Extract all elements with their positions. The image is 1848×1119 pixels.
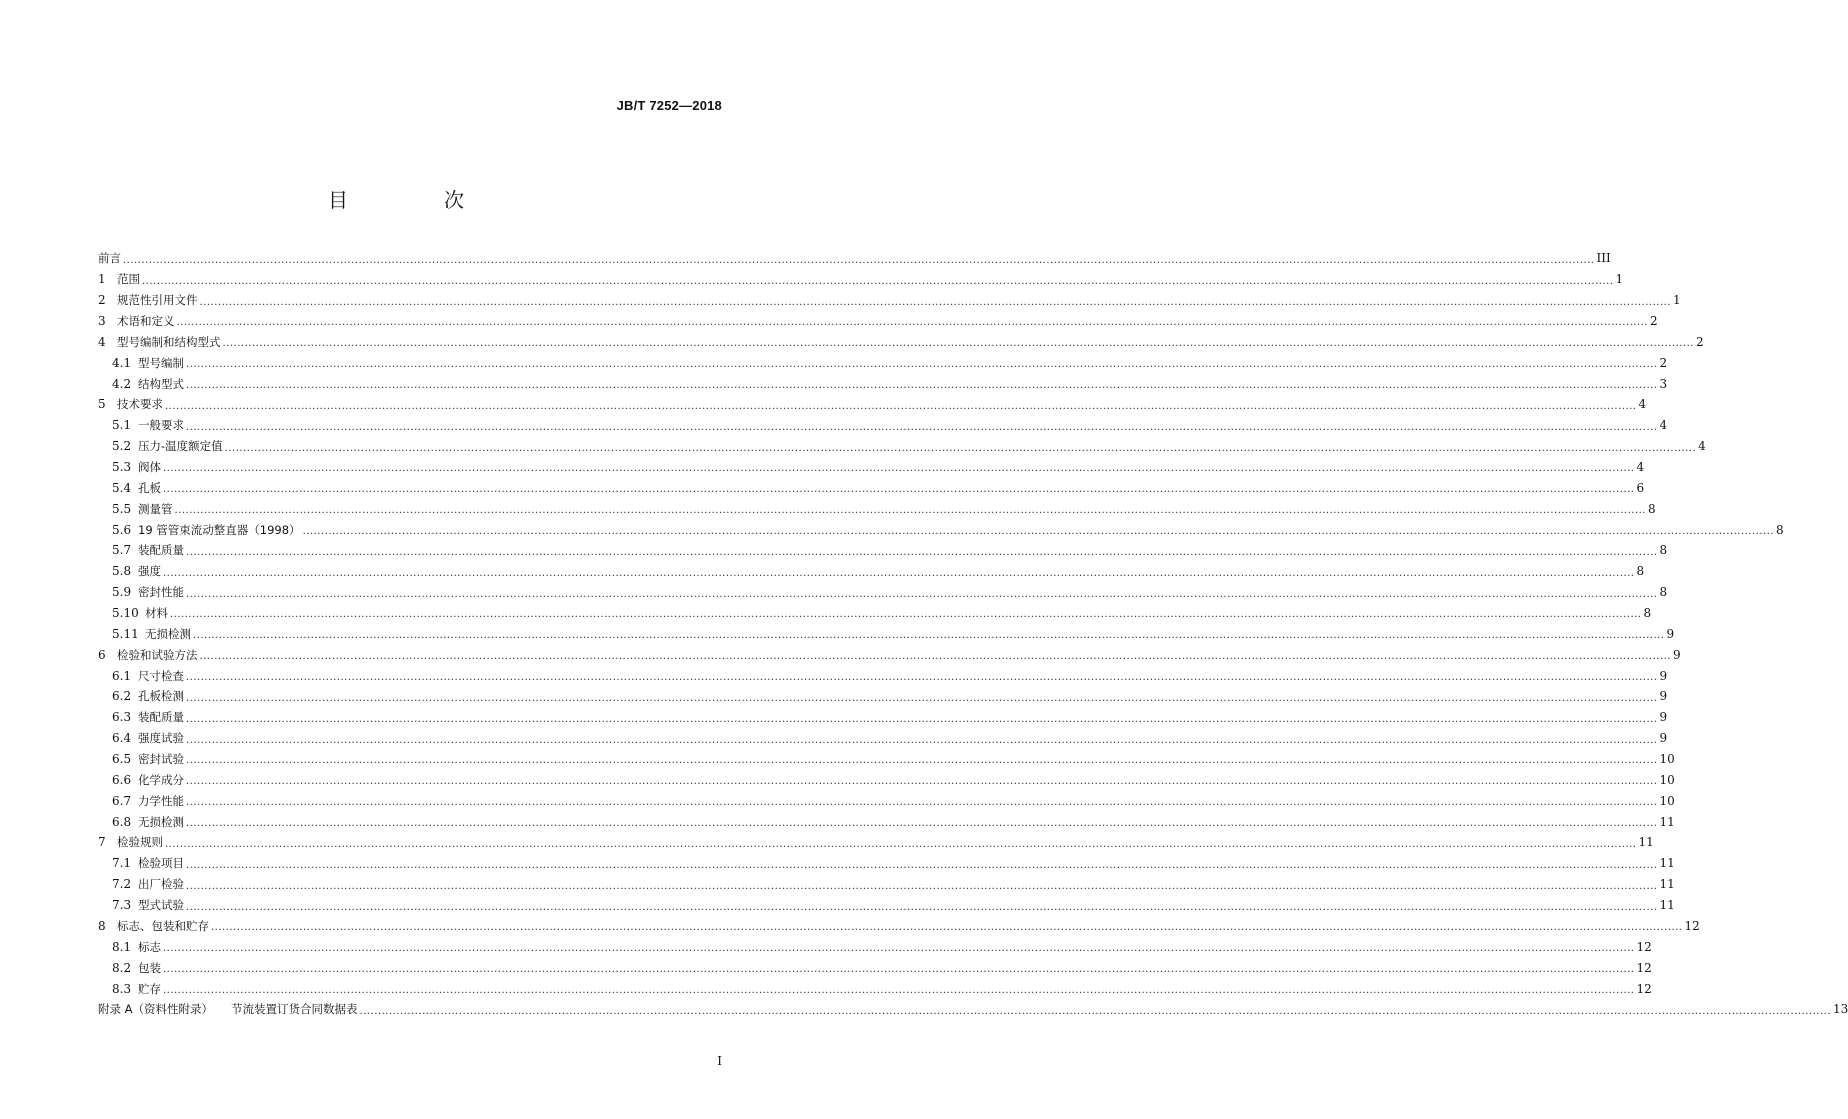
toc-leader-dots: ................................................................................................................................................................................................................................................................................................................................................................................................................ (163, 964, 1635, 976)
toc-entry-number: 6.5 (112, 752, 132, 767)
toc-entry[interactable] (98, 582, 1668, 603)
toc-entry-page: 10 (1659, 752, 1675, 767)
toc-entry-page: 3 (1659, 376, 1668, 391)
toc-entry[interactable] (98, 895, 1675, 916)
toc-entry-number: 5.7 (112, 543, 132, 558)
toc-entry-number: 5 (98, 397, 106, 412)
toc-entry-page: 1 (1672, 293, 1681, 308)
toc-entry-label: 密封性能 (138, 585, 184, 600)
toc-entry-page: 4 (1698, 439, 1706, 454)
toc-leader-dots: ................................................................................................................................................................................................................................................................................................................................................................................................................ (359, 1005, 1832, 1017)
toc-entry-page: 11 (1638, 835, 1654, 850)
toc-leader-dots: ................................................................................................................................................................................................................................................................................................................................................................................................................ (142, 275, 1614, 287)
toc-entry-label: 一般要求 (138, 418, 184, 433)
toc-entry[interactable] (98, 373, 1668, 394)
toc-leader-dots: ................................................................................................................................................................................................................................................................................................................................................................................................................ (186, 734, 1658, 746)
toc-entry-number: 5.6 (112, 522, 132, 537)
toc-leader-dots: ................................................................................................................................................................................................................................................................................................................................................................................................................ (224, 442, 1697, 454)
toc-entry-number: 6.4 (112, 731, 132, 746)
toc-entry-label: 密封试验 (138, 752, 184, 767)
toc-entry[interactable] (98, 686, 1668, 707)
toc-leader-dots: ................................................................................................................................................................................................................................................................................................................................................................................................................ (186, 818, 1658, 830)
toc-entry[interactable] (98, 269, 1624, 290)
toc-entry-number: 5.5 (112, 501, 132, 516)
toc-leader-dots: ................................................................................................................................................................................................................................................................................................................................................................................................................ (174, 505, 1646, 517)
standard-number: JB/T 7252—2018 (616, 98, 722, 113)
toc-entry[interactable] (98, 477, 1645, 498)
toc-leader-dots: ................................................................................................................................................................................................................................................................................................................................................................................................................ (165, 838, 1637, 850)
toc-entry-page: 4 (1638, 397, 1647, 412)
toc-entry-page: 4 (1636, 460, 1645, 475)
toc-leader-dots: ................................................................................................................................................................................................................................................................................................................................................................................................................ (123, 254, 1595, 266)
toc-entry-label: 阀体 (138, 460, 161, 475)
toc-leader-dots: ................................................................................................................................................................................................................................................................................................................................................................................................................ (186, 797, 1658, 809)
toc-entry-page: 11 (1659, 898, 1675, 913)
toc-entry-page: 9 (1659, 710, 1668, 725)
toc-entry-number: 6.3 (112, 710, 132, 725)
toc-leader-dots: ................................................................................................................................................................................................................................................................................................................................................................................................................ (176, 317, 1648, 329)
toc-entry-page: 9 (1666, 626, 1675, 641)
toc-entry-number: 7.2 (112, 877, 132, 892)
toc-entry-number: 8.3 (112, 981, 132, 996)
toc-entry-number: 4.1 (112, 355, 132, 370)
toc-entry-number: 8.1 (112, 939, 132, 954)
toc-entry-label: 无损检测 (138, 814, 184, 829)
toc-entry[interactable] (98, 248, 1611, 269)
toc-entry[interactable] (98, 874, 1675, 895)
toc-leader-dots: ................................................................................................................................................................................................................................................................................................................................................................................................................ (186, 359, 1658, 371)
toc-entry-number: 4.2 (112, 376, 132, 391)
toc-leader-dots: ................................................................................................................................................................................................................................................................................................................................................................................................................ (170, 609, 1642, 621)
toc-entry-page: III (1596, 251, 1611, 266)
toc-entry-page: 11 (1659, 856, 1675, 871)
toc-leader-dots: ................................................................................................................................................................................................................................................................................................................................................................................................................ (199, 651, 1671, 663)
toc-entry-number: 7.3 (112, 898, 132, 913)
toc-entry[interactable] (98, 457, 1645, 478)
toc-entry-page: 9 (1672, 647, 1681, 662)
toc-entry-label: 检验规则 (117, 835, 163, 850)
toc-entry-label: 测量管 (138, 501, 173, 516)
toc-entry-page: 8 (1776, 522, 1784, 537)
toc-entry-label: 型号编制 (138, 355, 184, 370)
toc-entry[interactable] (98, 936, 1652, 957)
toc-leader-dots: ................................................................................................................................................................................................................................................................................................................................................................................................................ (186, 713, 1658, 725)
toc-leader-dots: ................................................................................................................................................................................................................................................................................................................................................................................................................ (199, 296, 1671, 308)
toc-leader-dots: ................................................................................................................................................................................................................................................................................................................................................................................................................ (163, 484, 1635, 496)
toc-entry-page: 10 (1659, 772, 1675, 787)
toc-entry-number: 3 (98, 314, 106, 328)
toc-entry-number: 1 (98, 272, 106, 287)
toc-entry-label: 规范性引用文件 (117, 293, 198, 308)
toc-entry-number: 8.2 (112, 960, 132, 975)
appendix-title: 节流装置订货合同数据表 (231, 1002, 358, 1017)
toc-entry-page: 11 (1659, 877, 1675, 892)
toc-leader-dots: ................................................................................................................................................................................................................................................................................................................................................................................................................ (222, 338, 1694, 350)
toc-entry[interactable] (98, 623, 1675, 644)
toc-entry[interactable] (98, 707, 1668, 728)
toc-entry[interactable] (98, 644, 1681, 665)
toc-entry-page: 1 (1615, 272, 1624, 287)
toc-entry-page: 12 (1636, 960, 1652, 975)
toc-entry[interactable] (98, 603, 1652, 624)
toc-leader-dots: ................................................................................................................................................................................................................................................................................................................................................................................................................ (193, 630, 1665, 642)
toc-entry-label: 型号编制和结构型式 (117, 334, 221, 349)
toc-entry[interactable] (98, 665, 1668, 686)
toc-entry-label: 化学成分 (138, 772, 184, 787)
toc-entry-number: 5.2 (112, 439, 132, 454)
toc-entry-label: 标志 (138, 939, 161, 954)
toc-entry-number: 4 (98, 334, 106, 349)
toc-entry-label: 装配质量 (138, 543, 184, 558)
toc-entry-label: 范围 (117, 272, 140, 287)
toc-entry-number: 5.8 (112, 564, 132, 579)
toc-entry-number: 6.8 (112, 814, 132, 829)
page-title: 目 次 (328, 188, 502, 212)
toc-entry[interactable] (98, 811, 1675, 832)
toc-entry-number: 5.11 (112, 626, 139, 641)
table-of-contents (98, 248, 1848, 1020)
toc-entry[interactable] (98, 853, 1675, 874)
toc-entry[interactable] (98, 331, 1704, 352)
toc-entry-number: 8 (98, 918, 106, 933)
toc-entry-appendix[interactable] (98, 999, 1848, 1020)
toc-entry[interactable] (98, 728, 1668, 749)
toc-entry-page: 2 (1659, 355, 1668, 370)
toc-entry[interactable] (98, 436, 1706, 457)
toc-entry-page: 11 (1659, 814, 1675, 829)
toc-entry[interactable] (98, 519, 1784, 540)
toc-entry-page: 4 (1659, 418, 1668, 433)
toc-entry-label: 标志、包装和贮存 (117, 918, 209, 933)
toc-leader-dots: ................................................................................................................................................................................................................................................................................................................................................................................................................ (186, 672, 1658, 684)
toc-entry-label: 孔板检测 (138, 689, 184, 704)
toc-entry-label: 力学性能 (138, 793, 184, 808)
toc-entry-label: 型式试验 (138, 898, 184, 913)
toc-entry-page: 10 (1659, 793, 1675, 808)
toc-entry-page: 12 (1636, 981, 1652, 996)
toc-entry[interactable] (98, 561, 1645, 582)
toc-entry-number: 2 (98, 293, 106, 308)
toc-entry[interactable] (98, 769, 1675, 790)
toc-leader-dots: ................................................................................................................................................................................................................................................................................................................................................................................................................ (186, 421, 1658, 433)
toc-entry-number: 6.6 (112, 772, 132, 787)
toc-entry-label: 检验和试验方法 (117, 647, 198, 662)
toc-leader-dots: ................................................................................................................................................................................................................................................................................................................................................................................................................ (186, 880, 1658, 892)
toc-leader-dots: ................................................................................................................................................................................................................................................................................................................................................................................................................ (186, 380, 1658, 392)
toc-entry-label: 材料 (145, 606, 168, 621)
toc-entry-label: 压力-温度额定值 (138, 439, 223, 454)
toc-entry[interactable] (98, 749, 1675, 770)
toc-entry-label: 术语和定义 (117, 314, 175, 328)
toc-entry-number: 6.1 (112, 668, 132, 683)
toc-entry[interactable] (98, 540, 1668, 561)
toc-entry[interactable] (98, 415, 1668, 436)
toc-entry-label: 结构型式 (138, 376, 184, 391)
toc-entry[interactable] (98, 290, 1681, 311)
toc-leader-dots: ................................................................................................................................................................................................................................................................................................................................................................................................................ (163, 984, 1635, 996)
toc-entry[interactable] (98, 394, 1647, 415)
toc-entry-page: 9 (1659, 668, 1668, 683)
toc-entry-number: 5.9 (112, 585, 132, 600)
toc-entry-number: 5.10 (112, 606, 139, 621)
toc-leader-dots: ................................................................................................................................................................................................................................................................................................................................................................................................................ (302, 526, 1775, 538)
toc-entry-page: 13 (1833, 1002, 1848, 1017)
toc-entry[interactable] (98, 498, 1656, 519)
toc-entry-label: 包装 (138, 960, 161, 975)
toc-entry-label: 强度试验 (138, 731, 184, 746)
toc-entry-label: 强度 (138, 564, 161, 579)
toc-entry-number: 5.4 (112, 480, 132, 495)
toc-entry-page: 8 (1659, 585, 1668, 600)
toc-entry-page: 9 (1659, 731, 1668, 746)
toc-leader-dots: ................................................................................................................................................................................................................................................................................................................................................................................................................ (186, 859, 1658, 871)
toc-entry-label: 前言 (98, 251, 121, 266)
toc-leader-dots: ................................................................................................................................................................................................................................................................................................................................................................................................................ (163, 567, 1635, 579)
page-number: I (717, 1054, 722, 1068)
toc-leader-dots: ................................................................................................................................................................................................................................................................................................................................................................................................................ (186, 776, 1658, 788)
toc-entry-page: 6 (1636, 480, 1645, 495)
toc-entry-page: 12 (1636, 939, 1652, 954)
toc-entry[interactable] (98, 916, 1700, 937)
toc-entry[interactable] (98, 978, 1652, 999)
toc-entry-label: 19 管管束流动整直器（1998） (138, 522, 301, 537)
appendix-designation: 附录 A（资料性附录） (98, 1002, 214, 1017)
toc-leader-dots: ................................................................................................................................................................................................................................................................................................................................................................................................................ (186, 901, 1658, 913)
toc-entry-label: 技术要求 (117, 397, 163, 412)
toc-leader-dots: ................................................................................................................................................................................................................................................................................................................................................................................................................ (211, 922, 1683, 934)
toc-entry-number: 6 (98, 647, 106, 662)
toc-leader-dots: ................................................................................................................................................................................................................................................................................................................................................................................................................ (165, 400, 1637, 412)
toc-entry-label: 贮存 (138, 981, 161, 996)
toc-leader-dots: ................................................................................................................................................................................................................................................................................................................................................................................................................ (186, 588, 1658, 600)
toc-leader-dots: ................................................................................................................................................................................................................................................................................................................................................................................................................ (186, 546, 1658, 558)
toc-entry[interactable] (98, 957, 1652, 978)
toc-leader-dots: ................................................................................................................................................................................................................................................................................................................................................................................................................ (186, 692, 1658, 704)
toc-entry[interactable] (98, 790, 1675, 811)
toc-entry-label: 出厂检验 (138, 877, 184, 892)
toc-entry-label: 尺寸检查 (138, 668, 184, 683)
toc-entry-number: 5.1 (112, 418, 132, 433)
toc-entry[interactable] (98, 311, 1658, 332)
toc-entry-page: 8 (1647, 501, 1656, 516)
toc-entry-number: 5.3 (112, 460, 132, 475)
toc-entry[interactable] (98, 832, 1654, 853)
toc-entry-page: 8 (1659, 543, 1668, 558)
toc-entry-number: 6.7 (112, 793, 132, 808)
toc-entry-label: 装配质量 (138, 710, 184, 725)
toc-entry-number: 7.1 (112, 856, 132, 871)
toc-entry-label: 检验项目 (138, 856, 184, 871)
toc-leader-dots: ................................................................................................................................................................................................................................................................................................................................................................................................................ (186, 755, 1658, 767)
toc-entry-page: 2 (1695, 334, 1704, 349)
toc-entry-number: 7 (98, 835, 106, 850)
toc-entry-label: 孔板 (138, 480, 161, 495)
toc-entry-page: 12 (1684, 918, 1700, 933)
toc-entry[interactable] (98, 352, 1668, 373)
toc-entry-label: 无损检测 (145, 626, 191, 641)
toc-entry-page: 2 (1649, 314, 1658, 328)
toc-entry-number: 6.2 (112, 689, 132, 704)
toc-entry-page: 9 (1659, 689, 1668, 704)
toc-leader-dots: ................................................................................................................................................................................................................................................................................................................................................................................................................ (163, 463, 1635, 475)
toc-entry-page: 8 (1636, 564, 1645, 579)
toc-leader-dots: ................................................................................................................................................................................................................................................................................................................................................................................................................ (163, 943, 1635, 955)
toc-entry-page: 8 (1643, 606, 1652, 621)
